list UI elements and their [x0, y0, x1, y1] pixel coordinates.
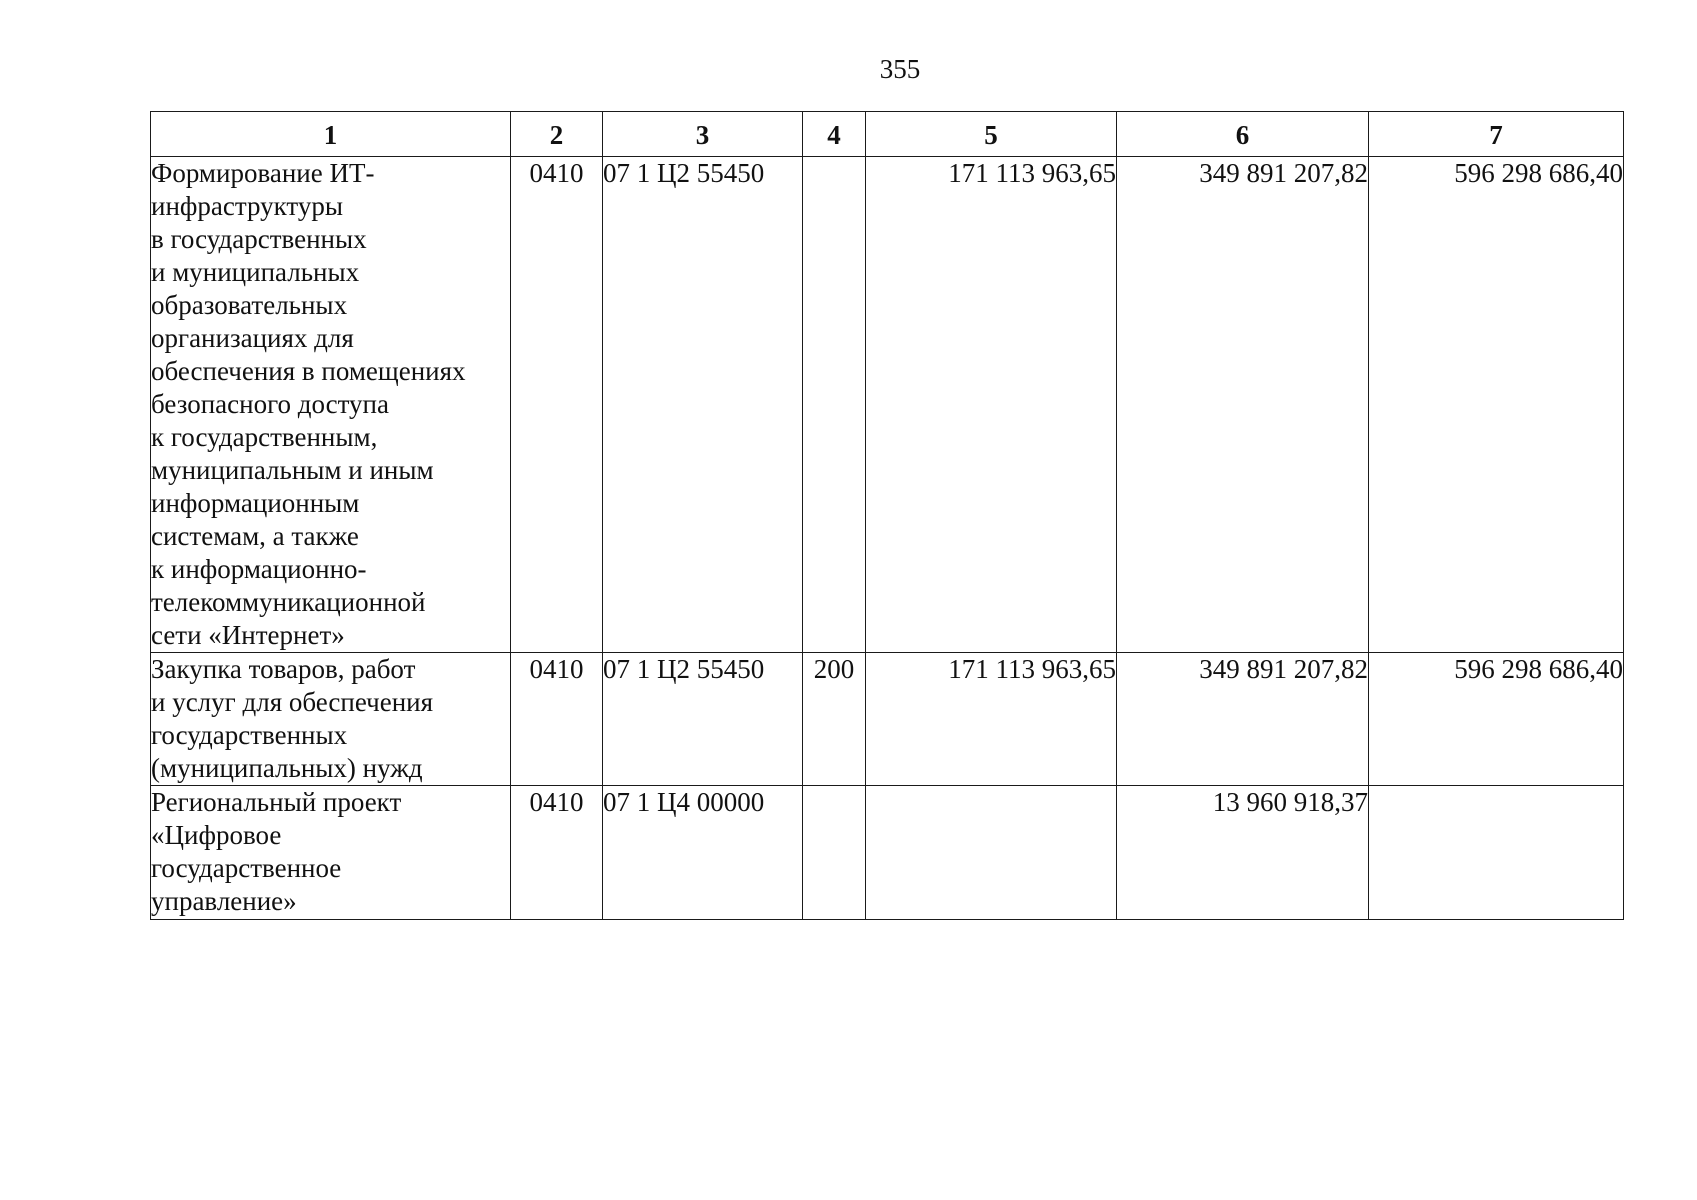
expense-type-cell [803, 786, 866, 920]
column-header-1: 1 [151, 112, 511, 157]
value-6-cell: 13 960 918,37 [1117, 786, 1369, 920]
column-header-6: 6 [1117, 112, 1369, 157]
table-header-row [151, 112, 1624, 157]
value-5-cell: 171 113 963,65 [866, 157, 1117, 653]
column-header-7: 7 [1369, 112, 1624, 157]
table-row [151, 157, 1624, 653]
row-name-cell: Формирование ИТ- инфраструктуры в государственных и муниципальных образовательных организациях для обеспечения в помещениях безопасного доступа к государственным, муниципальным и иным информационным системам, а также к информационно- телекоммуникационной сети «Интернет» [151, 157, 511, 653]
expense-type-cell: 200 [803, 653, 866, 786]
section-cell: 0410 [511, 157, 603, 653]
page-number: 355 [879, 54, 921, 84]
value-7-cell: 596 298 686,40 [1369, 653, 1624, 786]
target-code-cell: 07 1 Ц2 55450 [603, 653, 803, 786]
column-header-5: 5 [866, 112, 1117, 157]
row-name-cell: Закупка товаров, работ и услуг для обеспечения государственных (муниципальных) нужд [151, 653, 511, 786]
value-7-cell [1369, 786, 1624, 920]
target-code-cell: 07 1 Ц2 55450 [603, 157, 803, 653]
budget-table [150, 111, 1624, 920]
section-cell: 0410 [511, 786, 603, 920]
value-5-cell [866, 786, 1117, 920]
value-7-cell: 596 298 686,40 [1369, 157, 1624, 653]
target-code-cell: 07 1 Ц4 00000 [603, 786, 803, 920]
row-name-cell: Региональный проект «Цифровое государственное управление» [151, 786, 511, 920]
value-6-cell: 349 891 207,82 [1117, 157, 1369, 653]
table-row [151, 653, 1624, 786]
section-cell: 0410 [511, 653, 603, 786]
table-row [151, 786, 1624, 920]
value-5-cell: 171 113 963,65 [866, 653, 1117, 786]
column-header-3: 3 [603, 112, 803, 157]
column-header-4: 4 [803, 112, 866, 157]
expense-type-cell [803, 157, 866, 653]
column-header-2: 2 [511, 112, 603, 157]
value-6-cell: 349 891 207,82 [1117, 653, 1369, 786]
